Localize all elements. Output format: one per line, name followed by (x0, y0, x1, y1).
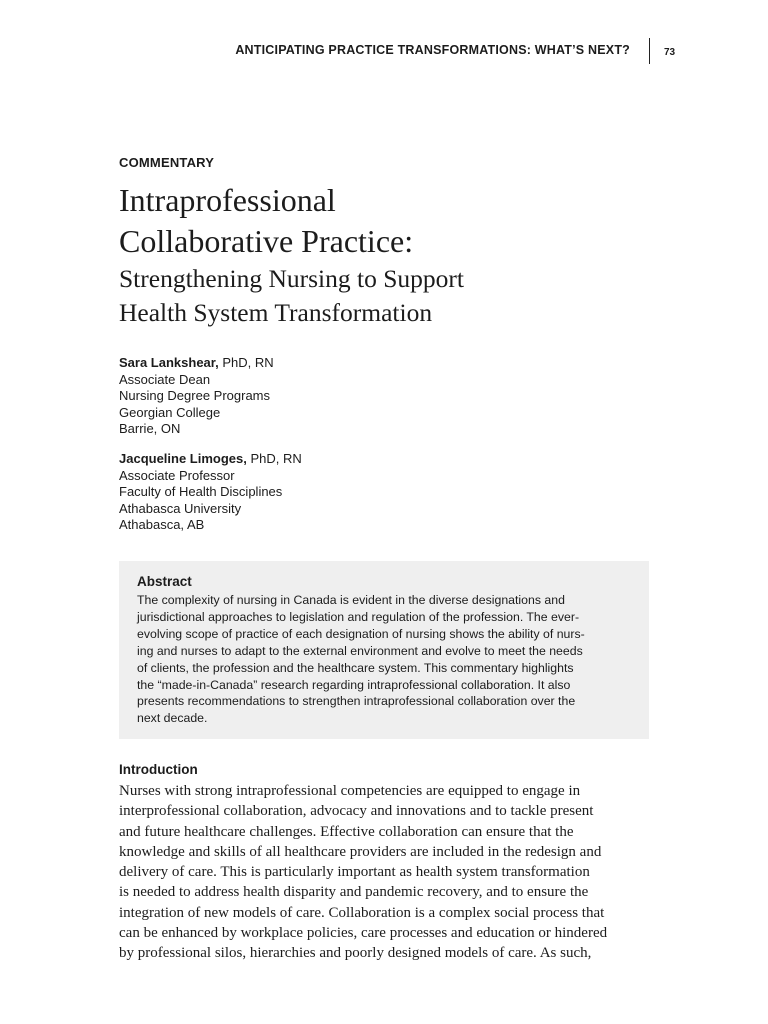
abstract-line: the “made-in-Canada” research regarding intraprofessional collaboration. It also (137, 677, 571, 692)
abstract-line: jurisdictional approaches to legislation and regulation of the profession. The ever- (137, 609, 580, 624)
abstract-line: evolving scope of practice of each designation of nursing shows the ability of nurs- (137, 626, 585, 641)
running-head: ANTICIPATING PRACTICE TRANSFORMATIONS: WHAT’S NEXT? (235, 43, 630, 57)
abstract-line: of clients, the profession and the healthcare system. This commentary highlights (137, 660, 574, 675)
body-line: is needed to address health disparity and pandemic recovery, and to ensure the (119, 884, 589, 901)
abstract-line: ing and nurses to adapt to the external environment and evolve to meet the needs (137, 643, 583, 658)
author-block (119, 451, 302, 534)
abstract-line: The complexity of nursing in Canada is evident in the diverse designations and (137, 593, 565, 607)
body-line: and future healthcare challenges. Effective collaboration can ensure that the (119, 823, 574, 840)
author-credentials: PhD, RN (246, 451, 302, 466)
author-affiliation: Associate Professor (119, 467, 235, 483)
abstract-heading: Abstract (137, 574, 192, 589)
author-affiliation: Associate Dean (119, 371, 211, 387)
subtitle-line: Strengthening Nursing to Support (119, 264, 464, 293)
article-subtitle (119, 262, 639, 330)
author-affiliation: Nursing Degree Programs (119, 388, 271, 404)
page-number: 73 (664, 47, 676, 58)
author-name-line (119, 451, 302, 468)
section-heading-introduction: Introduction (119, 762, 198, 777)
author-affiliation: Athabasca University (119, 500, 242, 516)
author-name: Jacqueline Limoges, (119, 451, 247, 466)
section-label: COMMENTARY (119, 155, 215, 170)
body-line: by professional silos, hierarchies and poorly designed models of care. As such, (119, 945, 592, 962)
subtitle-line: Health System Transformation (119, 298, 433, 327)
title-line: Intraprofessional (119, 182, 336, 218)
abstract-line: next decade. (137, 711, 208, 726)
body-line: interprofessional collaboration, advocacy and innovations and to tackle present (119, 803, 594, 820)
author-affiliation: Barrie, ON (119, 421, 181, 437)
abstract-box (119, 561, 649, 739)
author-block (119, 355, 274, 438)
body-line: delivery of care. This is particularly important as health system transformation (119, 864, 590, 881)
introduction-body (119, 781, 649, 964)
body-line: knowledge and skills of all healthcare providers are included in the redesign and (119, 843, 602, 860)
abstract-body (137, 592, 633, 727)
body-line: can be enhanced by workplace policies, care processes and education or hindered (119, 925, 608, 942)
author-affiliation: Georgian College (119, 404, 221, 420)
author-affiliation: Faculty of Health Disciplines (119, 484, 283, 500)
article-title (119, 180, 639, 262)
author-affiliation: Athabasca, AB (119, 517, 205, 533)
author-credentials: PhD, RN (218, 355, 274, 370)
abstract-line: presents recommendations to strengthen intraprofessional collaboration over the (137, 694, 576, 709)
body-line: Nurses with strong intraprofessional competencies are equipped to engage in (119, 783, 581, 799)
header-divider (649, 38, 650, 64)
author-name: Sara Lankshear, (119, 355, 219, 370)
author-name-line (119, 355, 274, 372)
body-line: integration of new models of care. Collaboration is a complex social process that (119, 904, 605, 921)
title-line: Collaborative Practice: (119, 223, 414, 259)
